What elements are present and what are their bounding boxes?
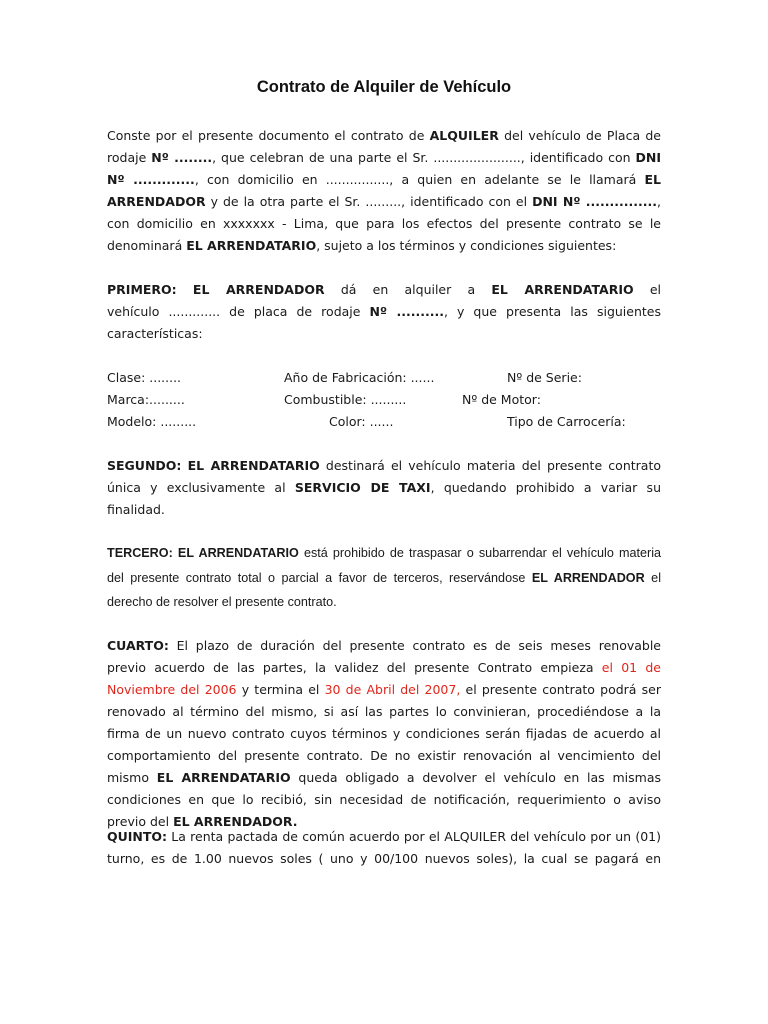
intro-line-5: con domicilio en xxxxxxx - Lima, que para los efectos del presente contrato se le <box>107 216 661 231</box>
end-date-text: 30 de Abril del 2007, <box>324 682 461 697</box>
cuarto-line-5: firma de un nuevo contrato cuyos términos y condiciones serán fijadas de acuerdo al <box>107 726 661 741</box>
primero-line-2: vehículo ............. de placa de rodaje Nº .........., y que presenta las siguientes <box>107 304 662 319</box>
clause-tercero <box>107 541 661 615</box>
intro-line-2: rodaje Nº ........, que celebran de una parte el Sr. ......................, identificado con DNI <box>107 150 661 165</box>
intro-line-1: Conste por el presente documento el contrato de ALQUILER del vehículo de Placa de <box>107 128 661 143</box>
spec-numero-motor: Nº de Motor: <box>462 392 541 407</box>
cuarto-line-7: mismo EL ARRENDATARIO queda obligado a devolver el vehículo en las mismas <box>107 770 662 785</box>
intro-line-4: ARRENDADOR y de la otra parte el Sr. ........., identificado con el DNI Nº ..............., <box>107 194 662 209</box>
spec-numero-serie: Nº de Serie: <box>507 370 582 385</box>
spec-anio-fabricacion: Año de Fabricación: ...... <box>284 370 435 385</box>
spec-marca: Marca:......... <box>107 392 185 407</box>
clause-segundo <box>107 455 661 521</box>
cuarto-line-6: comportamiento del presente contrato. De no existir renovación al vencimiento del <box>107 748 661 763</box>
spec-clase: Clase: ........ <box>107 370 182 385</box>
cuarto-line-9: previo del EL ARRENDADOR. <box>107 814 298 829</box>
spec-tipo-carroceria: Tipo de Carrocería: <box>507 414 626 429</box>
spec-color: Color: ...... <box>329 414 394 429</box>
intro-line-3: Nº ............., con domicilio en ................, a quien en adelante se le llamará EL <box>107 172 662 187</box>
clause-cuarto <box>107 635 661 833</box>
spec-modelo: Modelo: ......... <box>107 414 197 429</box>
primero-line-3: características: <box>107 326 203 341</box>
clause-primero <box>107 279 661 345</box>
primero-line-1: PRIMERO: EL ARRENDADOR dá en alquiler a EL ARRENDATARIO el <box>107 282 662 297</box>
document-title: Contrato de Alquiler de Vehículo <box>256 78 512 96</box>
cuarto-line-2: previo acuerdo de las partes, la validez del presente Contrato empieza el 01 de <box>107 660 661 675</box>
cuarto-line-4: renovado al término del mismo, si así las partes lo convinieran, procediéndose a la <box>107 704 661 719</box>
clause-quinto <box>107 826 661 870</box>
cuarto-line-8: condiciones en que lo recibió, sin necesidad de notificación, requerimiento o aviso <box>107 792 661 807</box>
tercero-line-2: del presente contrato total o parcial a favor de terceros, reservándose EL ARRENDADOR el <box>107 570 661 585</box>
start-date-month-text: Noviembre del 2006 <box>107 682 237 697</box>
quinto-line-2: turno, es de 1.00 nuevos soles ( uno y 00/100 nuevos soles), la cual se pagará en <box>107 851 661 866</box>
cuarto-line-1: CUARTO: El plazo de duración del presente contrato es de seis meses renovable <box>107 638 661 653</box>
start-date-text: el 01 de <box>601 660 661 675</box>
segundo-line-1: SEGUNDO: EL ARRENDATARIO destinará el vehículo materia del presente contrato <box>107 458 661 473</box>
quinto-line-1: QUINTO: La renta pactada de común acuerdo por el ALQUILER del vehículo por un (01) <box>107 829 661 844</box>
segundo-line-3: finalidad. <box>107 502 165 517</box>
spec-combustible: Combustible: ......... <box>284 392 407 407</box>
segundo-line-2: única y exclusivamente al SERVICIO DE TAXI, quedando prohibido a variar su <box>107 480 661 495</box>
cuarto-line-3: Noviembre del 2006 y termina el 30 de Abril del 2007, el presente contrato podrá ser <box>107 682 661 697</box>
intro-paragraph <box>107 125 661 257</box>
tercero-line-1: TERCERO: EL ARRENDATARIO está prohibido de traspasar o subarrendar el vehículo materia <box>107 546 661 560</box>
tercero-line-3: derecho de resolver el presente contrato. <box>107 595 337 609</box>
intro-line-6: denominará EL ARRENDATARIO, sujeto a los términos y condiciones siguientes: <box>107 238 617 253</box>
